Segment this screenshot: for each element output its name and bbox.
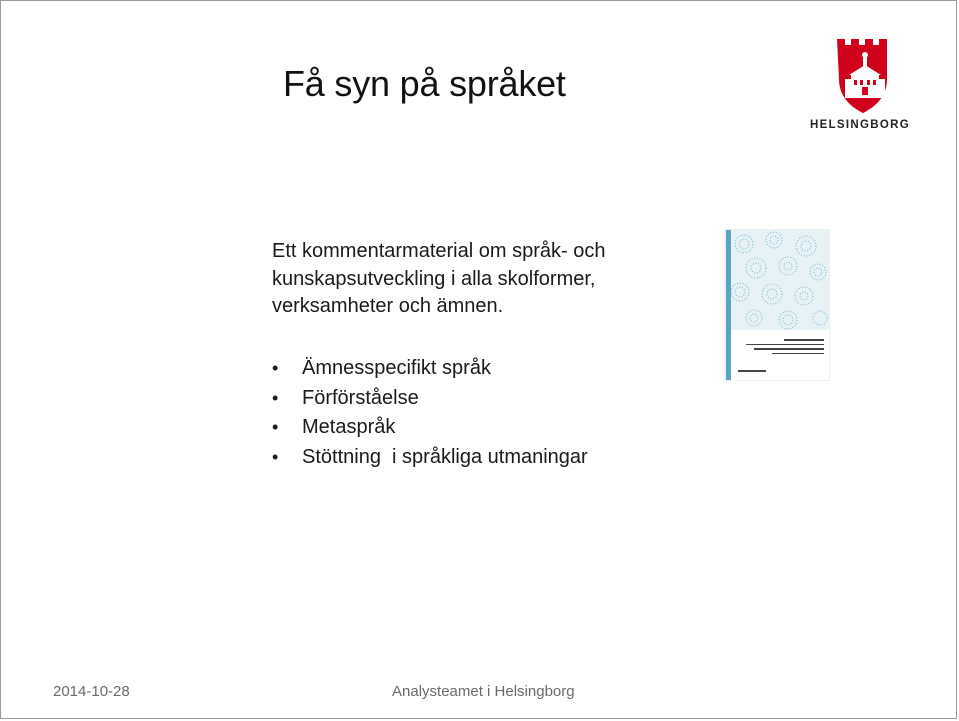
cover-accent-band [726,230,731,380]
list-item: • Förförståelse [272,384,588,414]
footer-date: 2014-10-28 [53,683,130,700]
cover-text-lines [738,339,824,357]
swirl-pattern-icon [726,230,829,330]
bullet-icon: • [272,358,279,378]
logo-wordmark: HELSINGBORG [810,119,910,131]
castle-shield-icon [807,35,913,119]
list-item: • Ämnesspecifikt språk [272,354,588,384]
bullet-icon: • [272,417,279,437]
list-item: • Stöttning i språkliga utmaningar [272,443,588,473]
footer-organization: Analysteamet i Helsingborg [392,683,575,700]
bullet-list [272,354,588,472]
cover-publisher-mark [738,370,766,372]
book-cover-image [726,230,829,380]
slide-title: Få syn på språket [283,63,566,104]
bullet-icon: • [272,446,279,467]
helsingborg-logo [807,35,913,139]
list-item: • Metaspråk [272,413,588,443]
bullet-icon: • [272,387,279,408]
intro-text: Ett kommentarmaterial om språk- och kunskapsutveckling i alla skolformer, verksamheter och ämnen. [272,240,606,317]
